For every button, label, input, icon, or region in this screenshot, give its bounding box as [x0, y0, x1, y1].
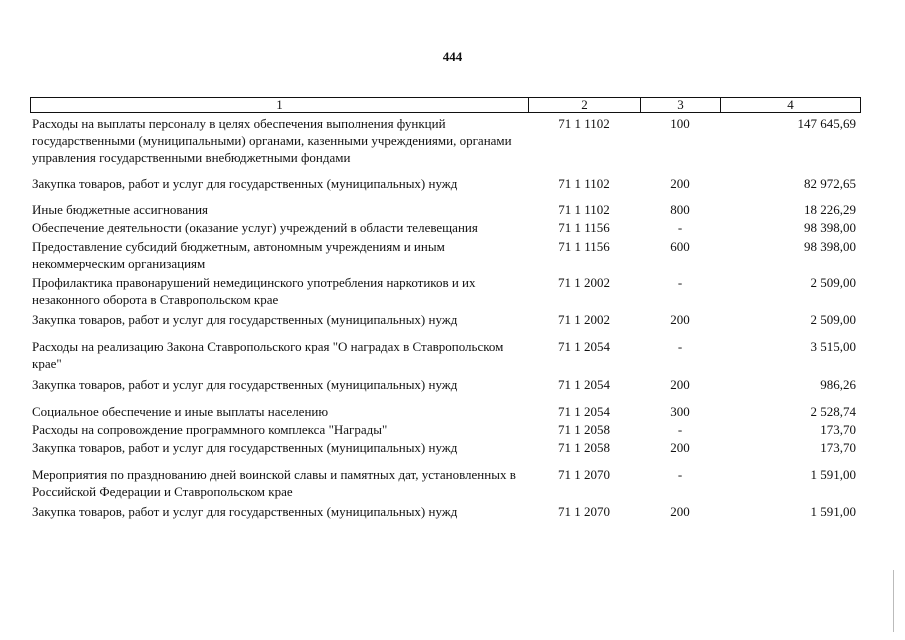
row-type: 600 — [670, 239, 690, 254]
row-sum: 986,26 — [820, 377, 856, 392]
row-name: Расходы на выплаты персоналу в целях обеспечения выполнения функций государственными (муниципальными) органами, казенными учреждениями, органами управления государственными внебюджетными фондами — [32, 116, 512, 165]
page-number: 444 — [442, 49, 463, 64]
row-name: Закупка товаров, работ и услуг для государственных (муниципальных) нужд — [32, 312, 458, 327]
row-name: Расходы на сопровождение программного комплекса "Награды" — [32, 422, 388, 437]
scan-edge-line — [893, 570, 894, 632]
row-sum: 82 972,65 — [804, 176, 856, 191]
row-sum: 2 509,00 — [810, 275, 856, 290]
row-name: Предоставление субсидий бюджетным, автономным учреждениям и иным некоммерческим организациям — [32, 239, 445, 271]
row-type: 200 — [670, 440, 690, 455]
row-name: Профилактика правонарушений немедицинского употребления наркотиков и их незаконного оборота в Ставропольском крае — [32, 275, 476, 307]
row-code: 71 1 1102 — [558, 202, 610, 217]
row-code: 71 1 2002 — [558, 312, 610, 327]
row-name: Закупка товаров, работ и услуг для государственных (муниципальных) нужд — [32, 176, 458, 191]
row-type: 800 — [670, 202, 690, 217]
row-code: 71 1 2054 — [558, 377, 610, 392]
header-col-3: 3 — [677, 97, 684, 112]
row-sum: 1 591,00 — [810, 504, 856, 519]
row-code: 71 1 1102 — [558, 116, 610, 131]
row-sum: 18 226,29 — [804, 202, 856, 217]
row-type: 200 — [670, 312, 690, 327]
budget-table-body — [32, 115, 862, 520]
row-code: 71 1 2002 — [558, 275, 610, 290]
row-code: 71 1 1102 — [558, 176, 610, 191]
table-row — [32, 115, 862, 166]
row-sum: 147 645,69 — [797, 116, 856, 131]
row-sum: 98 398,00 — [804, 239, 856, 254]
table-row — [32, 421, 862, 438]
row-type: - — [677, 467, 683, 482]
row-sum: 2 509,00 — [810, 312, 856, 327]
table-row — [32, 201, 862, 218]
row-name: Закупка товаров, работ и услуг для государственных (муниципальных) нужд — [32, 377, 458, 392]
row-name: Иные бюджетные ассигнования — [32, 202, 209, 217]
row-sum: 1 591,00 — [810, 467, 856, 482]
row-code: 71 1 2058 — [558, 440, 610, 455]
row-type: 200 — [670, 377, 690, 392]
header-col-1: 1 — [276, 97, 283, 112]
row-name: Мероприятия по празднованию дней воинской славы и памятных дат, установленных в Российской Федерации и Ставропольском крае — [32, 467, 516, 499]
table-row — [32, 376, 862, 393]
table-row — [32, 311, 862, 328]
header-col-4: 4 — [787, 97, 794, 112]
row-type: 300 — [670, 404, 690, 419]
row-type: - — [677, 220, 683, 235]
row-code: 71 1 1156 — [558, 220, 610, 235]
row-name: Обеспечение деятельности (оказание услуг) учреждений в области телевещания — [32, 220, 478, 235]
row-code: 71 1 2070 — [558, 467, 610, 482]
row-sum: 2 528,74 — [810, 404, 856, 419]
row-sum: 173,70 — [820, 440, 856, 455]
row-type: - — [677, 422, 683, 437]
table-row — [32, 503, 862, 520]
row-name: Социальное обеспечение и иные выплаты населению — [32, 404, 329, 419]
table-row — [32, 338, 862, 372]
table-row — [32, 175, 862, 192]
row-type: 200 — [670, 176, 690, 191]
table-header — [30, 97, 861, 113]
table-row — [32, 439, 862, 456]
row-code: 71 1 2070 — [558, 504, 610, 519]
row-name: Закупка товаров, работ и услуг для государственных (муниципальных) нужд — [32, 440, 458, 455]
row-type: - — [677, 275, 683, 290]
row-sum: 98 398,00 — [804, 220, 856, 235]
header-col-2: 2 — [581, 97, 588, 112]
table-row — [32, 219, 862, 236]
row-type: 200 — [670, 504, 690, 519]
row-code: 71 1 1156 — [558, 239, 610, 254]
table-row — [32, 274, 862, 308]
row-code: 71 1 2058 — [558, 422, 610, 437]
row-type: 100 — [670, 116, 690, 131]
table-row — [32, 403, 862, 420]
row-name: Расходы на реализацию Закона Ставропольского края "О наградах в Ставропольском крае" — [32, 339, 504, 371]
row-code: 71 1 2054 — [558, 404, 610, 419]
row-code: 71 1 2054 — [558, 339, 610, 354]
table-row — [32, 238, 862, 272]
row-sum: 3 515,00 — [810, 339, 856, 354]
row-name: Закупка товаров, работ и услуг для государственных (муниципальных) нужд — [32, 504, 458, 519]
row-type: - — [677, 339, 683, 354]
row-sum: 173,70 — [820, 422, 856, 437]
table-row — [32, 466, 862, 500]
